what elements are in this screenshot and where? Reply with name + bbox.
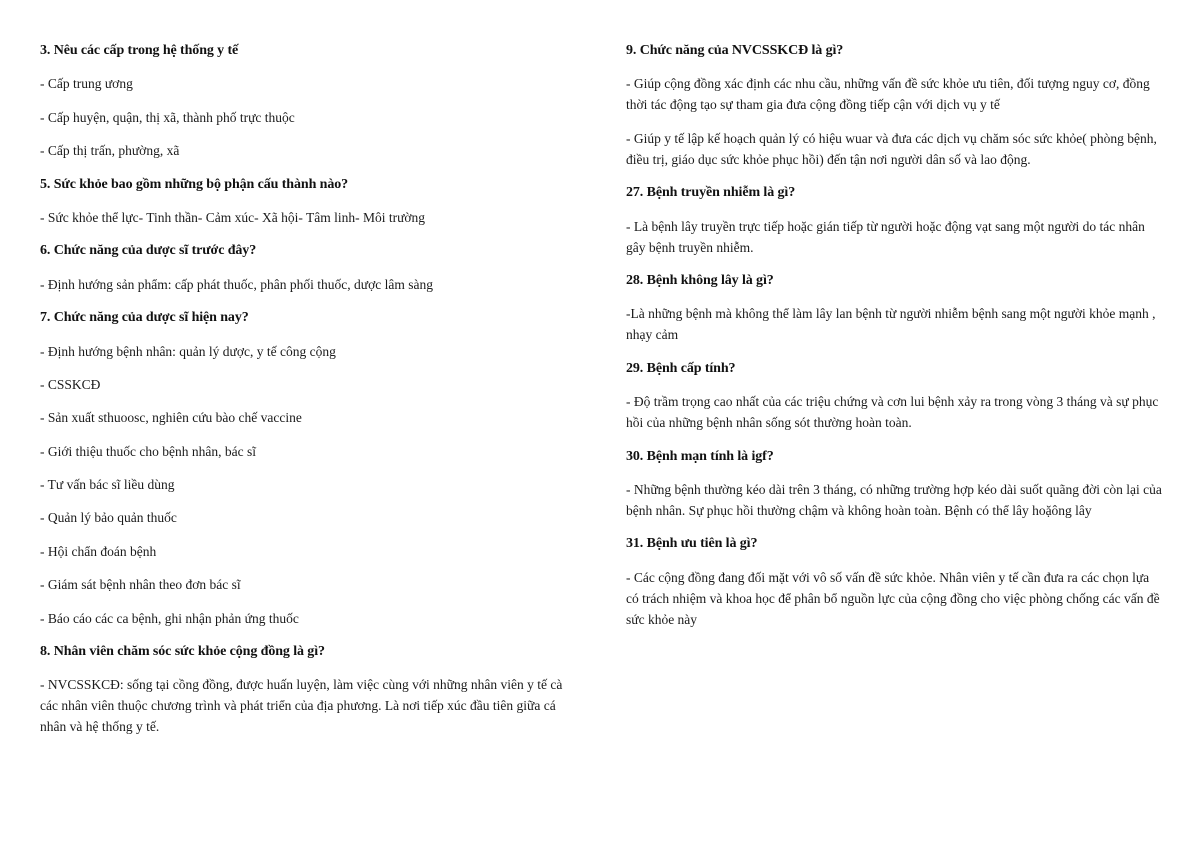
section-heading: 28. Bệnh không lây là gì? xyxy=(626,272,774,288)
right-column xyxy=(626,40,1162,642)
answer-paragraph: - Cấp trung ương xyxy=(40,76,133,92)
answer-paragraph: - Định hướng bệnh nhân: quản lý dược, y tế công cộng xyxy=(40,343,336,359)
answer-paragraph: - CSSKCĐ xyxy=(40,376,101,392)
answer-paragraph: - Sức khỏe thể lực- Tinh thần- Cảm xúc- Xã hội- Tâm linh- Môi trường xyxy=(40,209,426,225)
answer-paragraph: - Các cộng đồng đang đối mặt với vô số vấn đề sức khỏe. Nhân viên y tế cần đưa ra các chọn lựa có trách nhiệm và khoa học để phân bổ nguồn lực của cộng đồng cho việc phòng chống các vấn đề sức khỏe này xyxy=(626,569,1160,627)
answer-paragraph: - Cấp thị trấn, phường, xã xyxy=(40,143,180,159)
section-heading: 29. Bệnh cấp tính? xyxy=(626,360,736,376)
answer-paragraph: - Định hướng sản phẩm: cấp phát thuốc, phân phối thuốc, dược lâm sàng xyxy=(40,276,433,292)
answer-paragraph: - Sản xuất sthuoosc, nghiên cứu bào chế vaccine xyxy=(40,410,302,426)
answer-paragraph: - Giới thiệu thuốc cho bệnh nhân, bác sĩ xyxy=(40,443,256,459)
answer-paragraph: - Quản lý bảo quản thuốc xyxy=(40,510,177,526)
answer-paragraph: - NVCSSKCĐ: sống tại cồng đồng, được huấn luyện, làm việc cùng với những nhân viên y tế cà các nhân viên thuộc chương trình và phát triển của địa phương. Là nơi tiếp xúc đầu tiên giữa cá nhân và hệ thống y tế. xyxy=(40,677,563,735)
answer-paragraph: - Báo cáo các ca bệnh, ghi nhận phản ứng thuốc xyxy=(40,610,299,626)
answer-paragraph: - Giúp y tế lập kế hoạch quản lý có hiệu wuar và đưa các dịch vụ chăm sóc sức khỏe( phòng bệnh, điều trị, giáo dục sức khỏe phục hồi) đến tận nơi người dân số và lao động. xyxy=(626,130,1157,167)
left-column xyxy=(40,40,580,750)
answer-paragraph: - Độ trầm trọng cao nhất của các triệu chứng và cơn lui bệnh xảy ra trong vòng 3 tháng và sự phục hồi của những bệnh nhân sống sót thường hoàn toàn. xyxy=(626,394,1159,431)
section-heading: 9. Chức năng của NVCSSKCĐ là gì? xyxy=(626,43,844,58)
section-heading: 31. Bệnh ưu tiên là gì? xyxy=(626,536,758,552)
answer-paragraph: - Hội chẩn đoán bệnh xyxy=(40,543,157,559)
answer-paragraph: - Cấp huyện, quận, thị xã, thành phố trực thuộc xyxy=(40,109,295,125)
answer-paragraph: - Giúp cộng đồng xác định các nhu cầu, những vấn đề sức khỏe ưu tiên, đối tượng nguy cơ, đồng thời tác động tạo sự tham gia đưa cộng đồng tiếp cận với dịch vụ y tế xyxy=(626,76,1150,113)
answer-paragraph: - Tư vấn bác sĩ liều dùng xyxy=(40,477,175,493)
section-heading: 27. Bệnh truyền nhiễm là gì? xyxy=(626,185,796,201)
section-heading: 8. Nhân viên chăm sóc sức khỏe cộng đồng là gì? xyxy=(40,644,325,660)
answer-paragraph: -Là những bệnh mà không thể làm lây lan bệnh từ người nhiễm bệnh sang một người khỏe mạnh , nhạy cảm xyxy=(626,306,1156,343)
section-heading: 3. Nêu các cấp trong hệ thống y tế xyxy=(40,43,239,58)
answer-paragraph: - Những bệnh thường kéo dài trên 3 tháng, có những trường hợp kéo dài suốt quãng đời còn lại của bệnh nhân. Sự phục hồi thường chậm và không hoàn toàn. Bệnh có thể lây hoặông lây xyxy=(626,481,1162,518)
section-heading: 5. Sức khỏe bao gồm những bộ phận cấu thành nào? xyxy=(40,176,349,192)
section-heading: 30. Bệnh mạn tính là igf? xyxy=(626,448,774,464)
section-heading: 6. Chức năng của dược sĩ trước đây? xyxy=(40,243,257,259)
section-heading: 7. Chức năng của dược sĩ hiện nay? xyxy=(40,310,249,326)
answer-paragraph: - Là bệnh lây truyền trực tiếp hoặc gián tiếp từ người hoặc động vạt sang một người do tác nhân gây bệnh truyền nhiễm. xyxy=(626,218,1145,255)
answer-paragraph: - Giám sát bệnh nhân theo đơn bác sĩ xyxy=(40,577,241,593)
